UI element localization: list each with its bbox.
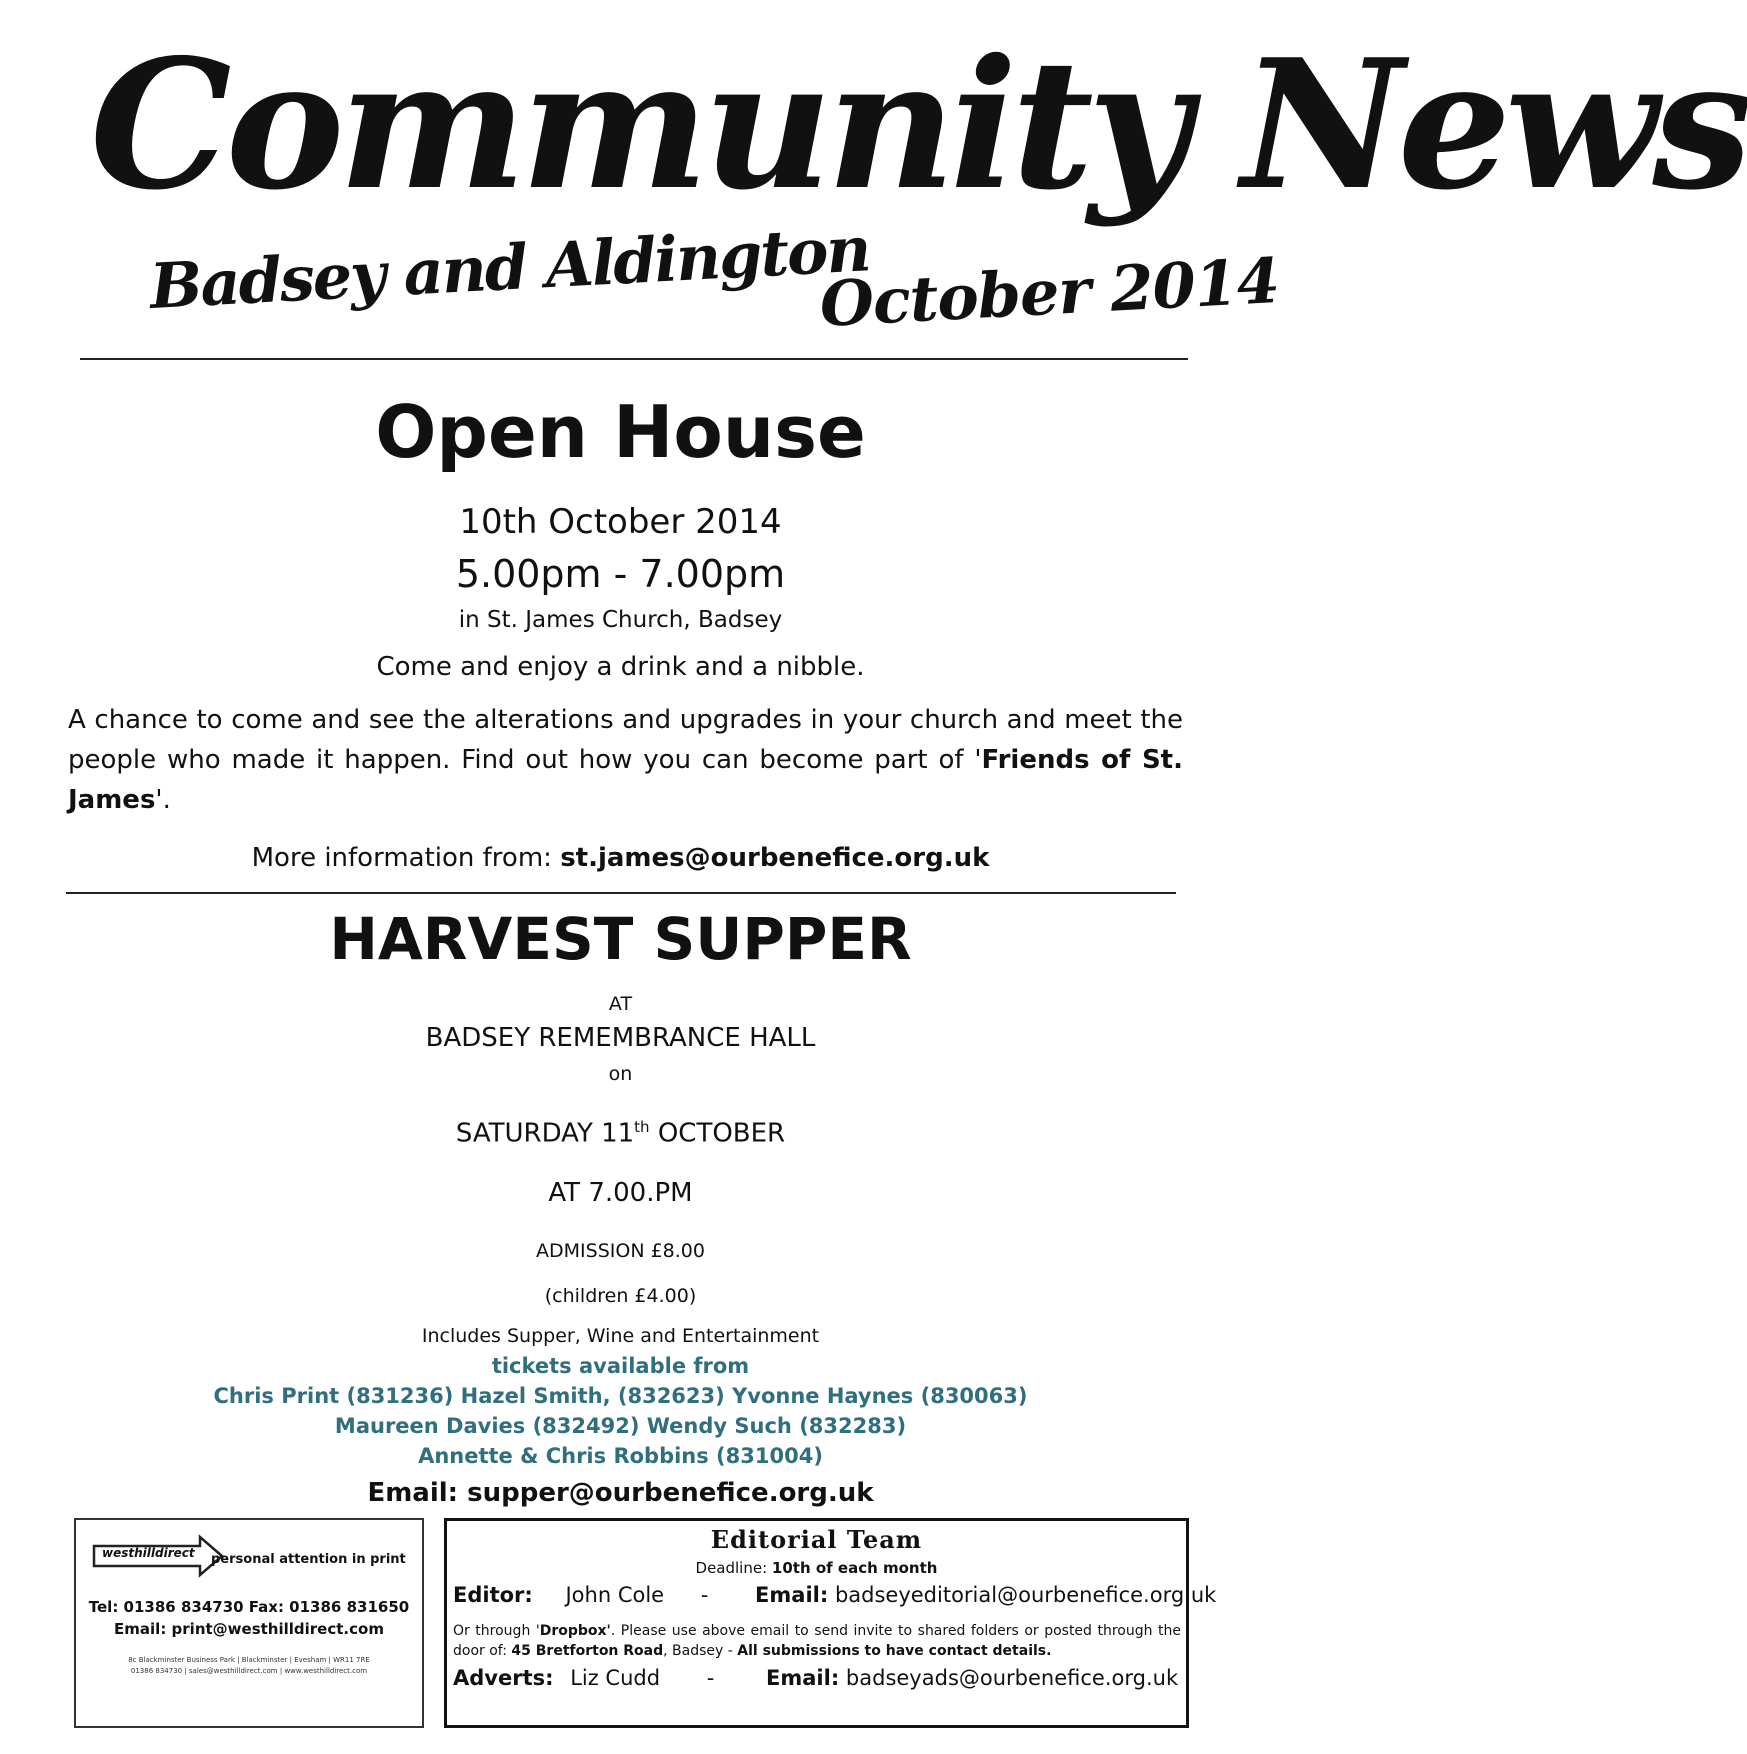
adverts-name: Liz Cudd (570, 1666, 661, 1690)
harvest-at: AT (608, 993, 633, 1015)
editor-name: John Cole (565, 1583, 665, 1607)
note-part-3: , Badsey - (663, 1643, 738, 1659)
deadline-value: 10th of each month (771, 1559, 938, 1577)
deadline-label: Deadline: (695, 1559, 772, 1577)
note-dropbox: Dropbox' (539, 1623, 611, 1639)
editorial-team-box (444, 1518, 1217, 1728)
harvest-admission: ADMISSION £8.00 (536, 1240, 705, 1262)
editor-email-label: Email: (755, 1583, 829, 1607)
tickets-line-1: Chris Print (831236) Hazel Smith, (832623) Yvonne Haynes (830063) (213, 1384, 1028, 1408)
more-info-email[interactable]: st.james@ourbenefice.org.uk (560, 843, 990, 873)
open-house-body-text: A chance to come and see the alterations and upgrades in your church and meet the people who made it happen. Find out how you can become part of ' (68, 705, 1183, 775)
editorial-team-title: Editorial Team (710, 1525, 923, 1554)
editor-label: Editor: (453, 1583, 533, 1607)
advert-tagline: personal attention in print (211, 1552, 406, 1567)
masthead-title: Community News (90, 20, 1747, 229)
advert-phone: Tel: 01386 834730 Fax: 01386 831650 (88, 1598, 410, 1616)
editor-line (453, 1583, 1216, 1607)
harvest-day: SATURDAY 11 (455, 1118, 635, 1149)
section-divider (66, 892, 1176, 894)
note-part-1: Or through ' (453, 1623, 540, 1639)
harvest-date (0, 1118, 1241, 1149)
editor-email[interactable]: badseyeditorial@ourbenefice.org.uk (834, 1583, 1217, 1607)
adverts-line (453, 1666, 1178, 1690)
adverts-dash: - (706, 1666, 715, 1690)
harvest-venue: BADSEY REMEMBRANCE HALL (425, 1023, 816, 1053)
open-house-place: in St. James Church, Badsey (458, 607, 783, 633)
friends-of-st-james: Friends of St. James (68, 745, 1183, 815)
tickets-line-2: Maureen Davies (832492) Wendy Such (832283) (334, 1414, 907, 1438)
harvest-includes: Includes Supper, Wine and Entertainment (421, 1325, 820, 1347)
advert-contacts: 01386 834730 | sales@westhilldirect.com | www.westhilldirect.com (130, 1667, 368, 1675)
note-part-2: . Please use above email to send invite to shared folders or posted through the door of: (453, 1623, 1181, 1659)
editorial-submission-note (453, 1621, 1181, 1661)
harvest-time: AT 7.00.PM (548, 1178, 693, 1208)
masthead-issue-date: October 2014 (818, 244, 1281, 341)
tickets-line-3: Annette & Chris Robbins (831004) (418, 1444, 823, 1468)
editorial-deadline (447, 1559, 1186, 1577)
harvest-supper-heading: HARVEST SUPPER (329, 905, 912, 973)
adverts-email-label: Email: (766, 1666, 840, 1690)
advert-email[interactable]: Email: print@westhilldirect.com (114, 1620, 384, 1638)
logo-text: westhilldirect (102, 1546, 195, 1560)
tickets-heading: tickets available from (491, 1354, 750, 1378)
harvest-supper-email[interactable]: Email: supper@ourbenefice.org.uk (367, 1478, 874, 1508)
open-house-heading: Open House (375, 390, 866, 474)
masthead-divider (80, 358, 1188, 360)
adverts-email[interactable]: badseyads@ourbenefice.org.uk (845, 1666, 1179, 1690)
note-address: 45 Bretforton Road (511, 1643, 664, 1659)
harvest-month: OCTOBER (649, 1118, 786, 1149)
open-house-body-end: '. (155, 785, 171, 815)
masthead-subtitle: Badsey and Aldington (148, 212, 872, 323)
editor-dash: - (700, 1583, 709, 1607)
harvest-on: on (608, 1063, 633, 1085)
open-house-invite: Come and enjoy a drink and a nibble. (376, 652, 865, 682)
advert-address: 8c Blackminster Business Park | Blackminster | Evesham | WR11 7RE (128, 1656, 370, 1664)
harvest-children-price: (children £4.00) (544, 1285, 697, 1307)
open-house-body (68, 700, 1183, 820)
more-info-label: More information from: (251, 843, 561, 873)
harvest-day-suffix: th (634, 1118, 650, 1136)
adverts-label: Adverts: (453, 1666, 554, 1690)
printer-advert (74, 1518, 424, 1728)
open-house-date: 10th October 2014 (459, 502, 782, 542)
open-house-time: 5.00pm - 7.00pm (455, 552, 786, 596)
open-house-more-info (0, 843, 1241, 873)
note-bold: All submissions to have contact details. (737, 1643, 1052, 1659)
